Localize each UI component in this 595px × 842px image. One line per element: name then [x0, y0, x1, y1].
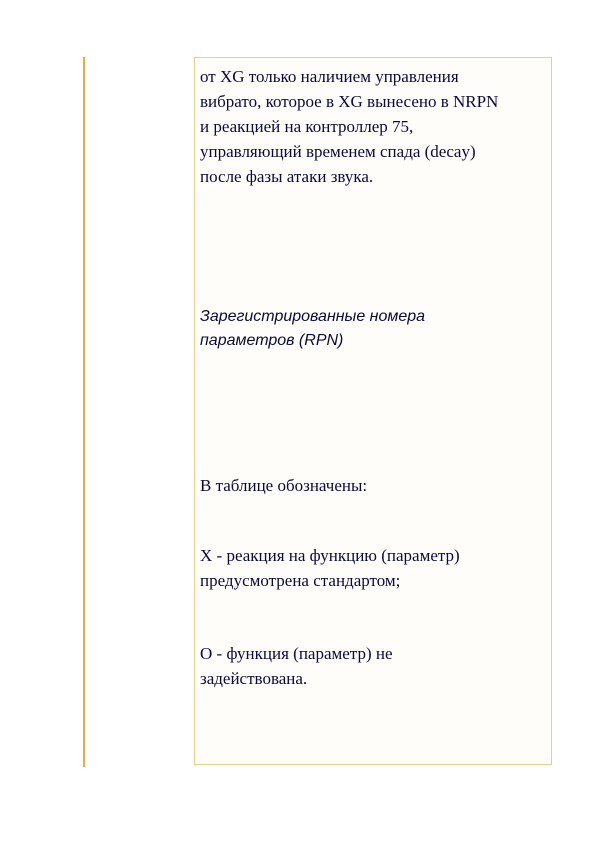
- legend-item-o: O - функция (параметр) не задействована.: [200, 644, 393, 688]
- section-heading: Зарегистрированные номера параметров (RPN): [200, 308, 426, 349]
- intro-paragraph: от XG только наличием управления вибрато, которое в XG вынесено в NRPN и реакцией на контроллер 75, управляющий временем спада (decay) после фазы атаки звука.: [200, 67, 499, 186]
- legend-intro: В таблице обозначены:: [200, 476, 368, 495]
- margin-rule: [83, 57, 85, 767]
- legend-item-x: X - реакция на функцию (параметр) предусмотрена стандартом;: [200, 546, 460, 590]
